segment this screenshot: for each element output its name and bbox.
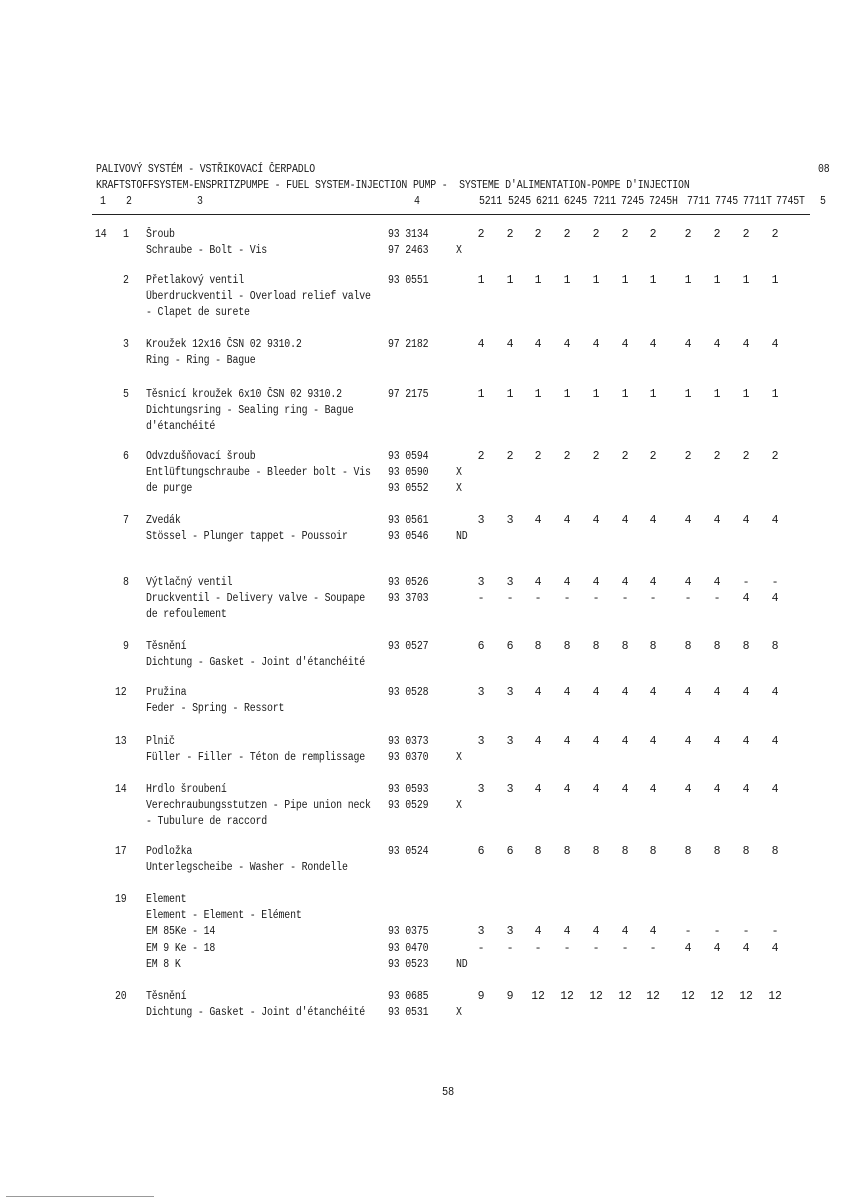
quantity-cell: 2 (742, 228, 750, 241)
column-header-row (96, 195, 836, 209)
description-line: Výtlačný ventil (146, 576, 233, 589)
part-number: 93 0685 (388, 990, 429, 1003)
part-number: 93 0551 (388, 274, 429, 287)
quantity-cell: 4 (592, 514, 600, 527)
quantity-cell: 4 (534, 514, 542, 527)
quantity-cell: 12 (618, 990, 632, 1003)
description-line: Odvzdušňovací šroub (146, 450, 256, 463)
quantity-cell: - (477, 941, 485, 955)
description-line: Pružina (146, 686, 187, 699)
column-number-3: 3 (197, 195, 203, 208)
quantity-cell: 4 (621, 514, 629, 527)
position-number: 19 (115, 893, 127, 906)
quantity-cell: 4 (771, 338, 779, 351)
part-number: 93 0552 (388, 482, 429, 496)
quantity-cell: 4 (506, 338, 514, 351)
quantity-cell: - (563, 941, 571, 955)
description-line: Entlüftungschraube - Bleeder bolt - Vis (146, 466, 371, 480)
quantity-cell: 8 (742, 640, 750, 653)
title-czech: PALIVOVÝ SYSTÉM - VSTŘIKOVACÍ ČERPADLO (96, 163, 316, 176)
quantity-cell: 4 (713, 941, 721, 955)
quantity-cell: 2 (621, 450, 629, 463)
quantity-cell: 4 (592, 338, 600, 351)
quantity-cell: - (621, 592, 629, 606)
position-number: 5 (123, 388, 129, 401)
quantity-cell: 1 (771, 388, 779, 401)
quantity-cell: 4 (563, 686, 571, 699)
description-line: de refoulement (146, 608, 227, 622)
position-number: 8 (123, 576, 129, 589)
quantity-cell: 4 (684, 941, 692, 955)
quantity-cell: - (713, 592, 721, 606)
quantity-cell: 4 (742, 941, 750, 955)
quantity-cell: 12 (681, 990, 695, 1003)
quantity-cell: 4 (742, 686, 750, 699)
part-number: 93 0594 (388, 450, 429, 463)
quantity-cell: 4 (771, 941, 779, 955)
quantity-cell: 6 (477, 640, 485, 653)
quantity-cell: 2 (534, 228, 542, 241)
quantity-cell: 4 (684, 514, 692, 527)
quantity-cell: 2 (713, 228, 721, 241)
quantity-cell: 12 (531, 990, 545, 1003)
part-number: 97 2463 (388, 244, 429, 258)
quantity-cell: 8 (621, 845, 629, 858)
quantity-cell: 4 (649, 514, 657, 527)
quantity-cell: 1 (649, 388, 657, 401)
quantity-cell: 3 (506, 925, 514, 939)
footer-line (6, 1196, 154, 1197)
quantity-cell: 4 (563, 514, 571, 527)
description-line: Zvedák (146, 514, 181, 527)
position-number: 7 (123, 514, 129, 527)
header-rule (92, 214, 810, 215)
quantity-cell: 9 (506, 990, 514, 1003)
quantity-cell: - (621, 941, 629, 955)
position-number: 13 (115, 735, 127, 748)
quantity-cell: 12 (739, 990, 753, 1003)
quantity-cell: 2 (771, 450, 779, 463)
quantity-cell: 8 (563, 845, 571, 858)
quantity-cell: 4 (592, 735, 600, 748)
quantity-cell: - (563, 592, 571, 606)
position-number: 6 (123, 450, 129, 463)
quantity-cell: 1 (684, 388, 692, 401)
quantity-cell: 3 (506, 514, 514, 527)
model-header: 7711T (743, 195, 772, 208)
quantity-cell: 4 (649, 338, 657, 351)
description-line: Těsnění (146, 990, 187, 1003)
quantity-cell: 12 (589, 990, 603, 1003)
quantity-cell: 4 (563, 735, 571, 748)
part-number: 93 0561 (388, 514, 429, 527)
quantity-cell: 1 (713, 274, 721, 287)
quantity-cell: 4 (592, 576, 600, 589)
title-multilingual: KRAFTSTOFFSYSTEM-ENSPRITZPUMPE - FUEL SYSTEM-INJECTION PUMP - SYSTEME D'ALIMENTATION-POMPE D'INJECTION (96, 179, 690, 192)
quantity-cell: 1 (592, 274, 600, 287)
part-number: 93 0593 (388, 783, 429, 796)
quantity-cell: 6 (506, 640, 514, 653)
quantity-cell: 2 (477, 228, 485, 241)
quantity-cell: 4 (684, 338, 692, 351)
position-number: 14 (115, 783, 127, 796)
quantity-cell: - (477, 592, 485, 606)
part-number: 93 0370 (388, 751, 429, 765)
quantity-cell: 3 (477, 735, 485, 748)
quantity-cell: - (506, 592, 514, 606)
page-number: 58 (442, 1085, 455, 1099)
quantity-cell: - (649, 941, 657, 955)
quantity-cell: 4 (563, 783, 571, 796)
description-line: Plnič (146, 735, 175, 748)
position-number: 2 (123, 274, 129, 287)
model-header: 7245 (621, 195, 645, 208)
quantity-cell: 4 (684, 576, 692, 589)
part-number: 93 3703 (388, 592, 429, 606)
description-line: Ring - Ring - Bague (146, 354, 256, 368)
quantity-cell: - (742, 925, 750, 939)
quantity-cell: 4 (771, 514, 779, 527)
quantity-cell: 1 (506, 388, 514, 401)
model-header: 7745T (776, 195, 805, 208)
column-number-4: 4 (414, 195, 420, 208)
quantity-cell: 4 (649, 735, 657, 748)
quantity-cell: 3 (477, 925, 485, 939)
quantity-cell: 8 (621, 640, 629, 653)
quantity-cell: 4 (684, 735, 692, 748)
quantity-cell: 2 (592, 450, 600, 463)
quantity-cell: 1 (771, 274, 779, 287)
quantity-cell: 8 (534, 640, 542, 653)
quantity-cell: 4 (563, 576, 571, 589)
column-number-1: 1 (100, 195, 106, 208)
quantity-cell: 4 (713, 514, 721, 527)
part-marker: X (456, 482, 462, 496)
quantity-cell: 8 (592, 640, 600, 653)
quantity-cell: 3 (477, 783, 485, 796)
quantity-cell: 4 (771, 735, 779, 748)
description-line: Dichtungsring - Sealing ring - Bague (146, 404, 354, 418)
position-number: 9 (123, 640, 129, 653)
quantity-cell: 1 (649, 274, 657, 287)
description-line: EM 85Ke - 14 (146, 925, 216, 939)
description-line: Dichtung - Gasket - Joint d'étanchéité (146, 656, 366, 670)
quantity-cell: - (742, 576, 750, 589)
description-line: Druckventil - Delivery valve - Soupape (146, 592, 366, 606)
description-line: Element - Element - Elément (146, 909, 302, 923)
quantity-cell: 4 (563, 925, 571, 939)
quantity-cell: 2 (563, 450, 571, 463)
quantity-cell: 1 (742, 274, 750, 287)
part-number: 97 2175 (388, 388, 429, 401)
quantity-cell: 1 (621, 274, 629, 287)
quantity-cell: 4 (713, 686, 721, 699)
part-marker: X (456, 244, 462, 258)
description-line: Element (146, 893, 187, 906)
quantity-cell: - (592, 592, 600, 606)
quantity-cell: 8 (684, 845, 692, 858)
description-line: Stössel - Plunger tappet - Poussoir (146, 530, 348, 544)
model-header: 5211 (479, 195, 503, 208)
column-number-5: 5 (820, 195, 826, 208)
group-number: 14 (95, 228, 107, 241)
quantity-cell: 4 (684, 686, 692, 699)
quantity-cell: 4 (649, 686, 657, 699)
quantity-cell: 1 (592, 388, 600, 401)
quantity-cell: 4 (621, 576, 629, 589)
quantity-cell: 2 (621, 228, 629, 241)
model-header: 7211 (593, 195, 617, 208)
quantity-cell: 12 (710, 990, 724, 1003)
quantity-cell: 2 (592, 228, 600, 241)
position-number: 17 (115, 845, 127, 858)
quantity-cell: 2 (477, 450, 485, 463)
quantity-cell: 4 (713, 338, 721, 351)
part-marker: ND (456, 530, 468, 544)
column-number-2: 2 (126, 195, 132, 208)
quantity-cell: - (684, 925, 692, 939)
quantity-cell: 4 (713, 783, 721, 796)
description-line: EM 8 K (146, 957, 181, 971)
quantity-cell: 4 (771, 686, 779, 699)
part-marker: X (456, 466, 462, 480)
description-line: Dichtung - Gasket - Joint d'étanchéité (146, 1006, 366, 1020)
quantity-cell: 1 (684, 274, 692, 287)
quantity-cell: 1 (534, 388, 542, 401)
quantity-cell: 2 (563, 228, 571, 241)
part-number: 93 0470 (388, 941, 429, 955)
description-line: - Clapet de surete (146, 306, 250, 320)
quantity-cell: - (534, 592, 542, 606)
quantity-cell: 4 (713, 735, 721, 748)
quantity-cell: - (649, 592, 657, 606)
quantity-cell: 4 (649, 576, 657, 589)
quantity-cell: 8 (771, 640, 779, 653)
quantity-cell: 4 (742, 783, 750, 796)
quantity-cell: 3 (506, 783, 514, 796)
part-number: 93 0527 (388, 640, 429, 653)
section-number: 08 (818, 163, 830, 176)
quantity-cell: 4 (771, 592, 779, 606)
quantity-cell: 2 (771, 228, 779, 241)
quantity-cell: 8 (563, 640, 571, 653)
part-number: 93 0529 (388, 799, 429, 813)
quantity-cell: 1 (477, 388, 485, 401)
quantity-cell: 2 (684, 228, 692, 241)
quantity-cell: - (592, 941, 600, 955)
quantity-cell: 4 (742, 338, 750, 351)
quantity-cell: - (713, 925, 721, 939)
description-line: de purge (146, 482, 193, 496)
quantity-cell: 1 (563, 388, 571, 401)
quantity-cell: 8 (649, 845, 657, 858)
quantity-cell: 12 (646, 990, 660, 1003)
quantity-cell: 4 (534, 576, 542, 589)
quantity-cell: 4 (742, 735, 750, 748)
quantity-cell: 3 (477, 514, 485, 527)
quantity-cell: 4 (771, 783, 779, 796)
quantity-cell: 4 (684, 783, 692, 796)
part-number: 93 0524 (388, 845, 429, 858)
quantity-cell: 4 (477, 338, 485, 351)
description-line: Schraube - Bolt - Vis (146, 244, 268, 258)
description-line: Feder - Spring - Ressort (146, 702, 285, 716)
description-line: Přetlakový ventil (146, 274, 244, 287)
quantity-cell: 6 (477, 845, 485, 858)
quantity-cell: 4 (592, 686, 600, 699)
quantity-cell: 3 (477, 686, 485, 699)
quantity-cell: 4 (742, 592, 750, 606)
quantity-cell: 2 (506, 228, 514, 241)
quantity-cell: 1 (506, 274, 514, 287)
quantity-cell: 2 (534, 450, 542, 463)
quantity-cell: 4 (592, 925, 600, 939)
quantity-cell: 2 (649, 450, 657, 463)
quantity-cell: 8 (592, 845, 600, 858)
part-marker: X (456, 751, 462, 765)
quantity-cell: - (534, 941, 542, 955)
quantity-cell: 3 (506, 576, 514, 589)
position-number: 3 (123, 338, 129, 351)
quantity-cell: 2 (649, 228, 657, 241)
quantity-cell: - (771, 576, 779, 589)
quantity-cell: 2 (713, 450, 721, 463)
quantity-cell: 8 (649, 640, 657, 653)
part-number: 93 0528 (388, 686, 429, 699)
part-marker: X (456, 799, 462, 813)
quantity-cell: 1 (742, 388, 750, 401)
quantity-cell: 12 (560, 990, 574, 1003)
quantity-cell: 4 (649, 783, 657, 796)
quantity-cell: 4 (621, 925, 629, 939)
quantity-cell: 4 (534, 735, 542, 748)
part-number: 93 0531 (388, 1006, 429, 1020)
quantity-cell: 1 (477, 274, 485, 287)
quantity-cell: - (684, 592, 692, 606)
position-number: 20 (115, 990, 127, 1003)
description-line: Těsnicí kroužek 6x10 ČSN 02 9310.2 (146, 388, 342, 401)
quantity-cell: 8 (684, 640, 692, 653)
quantity-cell: 12 (768, 990, 782, 1003)
part-number: 93 0546 (388, 530, 429, 544)
quantity-cell: 8 (742, 845, 750, 858)
part-number: 93 3134 (388, 228, 429, 241)
part-number: 93 0523 (388, 957, 429, 971)
description-line: Überdruckventil - Overload relief valve (146, 290, 371, 304)
quantity-cell: 3 (506, 735, 514, 748)
quantity-cell: 1 (563, 274, 571, 287)
quantity-cell: 4 (534, 925, 542, 939)
quantity-cell: 4 (713, 576, 721, 589)
quantity-cell: 1 (621, 388, 629, 401)
quantity-cell: 4 (592, 783, 600, 796)
quantity-cell: 1 (534, 274, 542, 287)
part-marker: X (456, 1006, 462, 1020)
position-number: 1 (123, 228, 129, 241)
quantity-cell: 8 (713, 845, 721, 858)
part-number: 97 2182 (388, 338, 429, 351)
quantity-cell: - (506, 941, 514, 955)
description-line: Verechraubungsstutzen - Pipe union neck (146, 799, 371, 813)
position-number: 12 (115, 686, 127, 699)
description-line: EM 9 Ke - 18 (146, 941, 216, 955)
quantity-cell: 8 (534, 845, 542, 858)
quantity-cell: 2 (684, 450, 692, 463)
quantity-cell: 4 (534, 783, 542, 796)
description-line: Füller - Filler - Téton de remplissage (146, 751, 366, 765)
quantity-cell: 4 (621, 686, 629, 699)
model-header: 6245 (564, 195, 588, 208)
description-line: Šroub (146, 228, 175, 241)
model-header: 7711 (687, 195, 711, 208)
part-number: 93 0375 (388, 925, 429, 939)
part-number: 93 0373 (388, 735, 429, 748)
quantity-cell: 4 (534, 338, 542, 351)
description-line: Těsnění (146, 640, 187, 653)
model-header: 5245 (508, 195, 532, 208)
model-header: 7745 (715, 195, 739, 208)
quantity-cell: 2 (742, 450, 750, 463)
part-marker: ND (456, 957, 468, 971)
model-header: 6211 (536, 195, 560, 208)
description-line: Podložka (146, 845, 193, 858)
quantity-cell: 4 (649, 925, 657, 939)
quantity-cell: 9 (477, 990, 485, 1003)
description-line: d'étanchéité (146, 420, 216, 434)
quantity-cell: 4 (742, 514, 750, 527)
quantity-cell: 2 (506, 450, 514, 463)
quantity-cell: 6 (506, 845, 514, 858)
quantity-cell: 4 (621, 735, 629, 748)
quantity-cell: 3 (506, 686, 514, 699)
description-line: Unterlegscheibe - Washer - Rondelle (146, 861, 348, 875)
model-header: 7245H (649, 195, 678, 208)
quantity-cell: 4 (534, 686, 542, 699)
description-line: - Tubulure de raccord (146, 815, 268, 829)
quantity-cell: 1 (713, 388, 721, 401)
part-number: 93 0590 (388, 466, 429, 480)
quantity-cell: 4 (621, 783, 629, 796)
description-line: Kroužek 12x16 ČSN 02 9310.2 (146, 338, 302, 351)
quantity-cell: 4 (563, 338, 571, 351)
quantity-cell: 8 (771, 845, 779, 858)
quantity-cell: 4 (621, 338, 629, 351)
quantity-cell: 3 (477, 576, 485, 589)
description-line: Hrdlo šroubení (146, 783, 227, 796)
part-number: 93 0526 (388, 576, 429, 589)
quantity-cell: 8 (713, 640, 721, 653)
quantity-cell: - (771, 925, 779, 939)
